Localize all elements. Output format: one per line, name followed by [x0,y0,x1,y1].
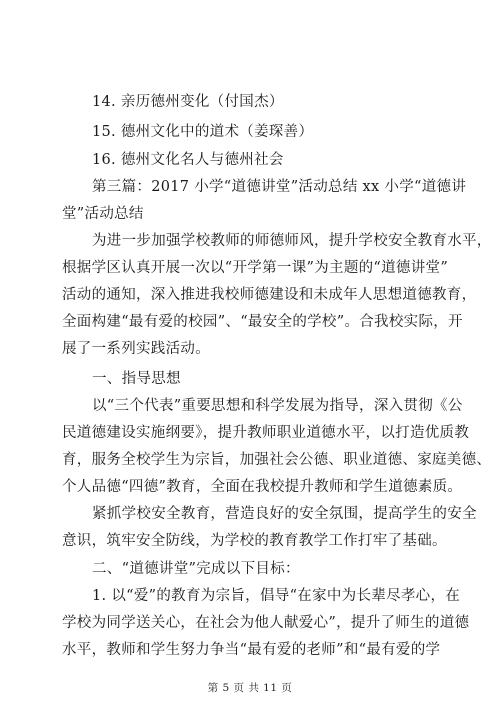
text-line: 个人品德“四德”教育，全面在我校提升教师和学生道德素质。 [62,479,463,495]
text-line: 第三篇：2017 小学“道德讲堂”活动总结 xx 小学“道德讲 [92,179,467,195]
section-heading: 一、指导思想 [92,371,181,387]
text-line: 14. 亲历德州变化（付国杰） [92,94,284,110]
text-line: 为进一步加强学校教师的师德师风，提升学校安全教育水平， [92,233,492,249]
text-line: 紧抓学校安全教育，营造良好的安全氛围，提高学生的安全 [92,506,477,522]
text-line: 16. 德州文化名人与德州社会 [92,152,284,168]
text-line: 民道德建设实施纲要》，提升教师职业道德水平，以打造优质教 [62,425,470,441]
text-line: 学校为同学送关心，在社会为他人献爱心”，提升了师生的道德 [62,615,470,631]
text-line: 堂”活动总结 [62,206,144,222]
text-line: 展了一系列实践活动。 [62,341,210,357]
text-line: 根据学区认真开展一次以“开学第一课”为主题的“道德讲堂” [62,260,449,276]
text-line: 育，服务全校学生为宗旨，加强社会公德、职业道德、家庭美德、 [62,452,492,468]
text-line: 活动的通知，深入推进我校师德建设和未成年人思想道德教育， [62,287,477,303]
page-footer: 第 5 页 共 11 页 [207,682,293,694]
text-line: 1. 以“爱”的教育为宗旨，倡导“在家中为长辈尽孝心，在 [92,588,461,604]
text-line: 意识，筑牢安全防线，为学校的教育教学工作打牢了基础。 [62,533,447,549]
section-heading: 二、“道德讲堂”完成以下目标： [92,561,300,577]
text-line: 15. 德州文化中的道术（姜琛善） [92,124,314,140]
text-line: 水平，教师和学生努力争当“最有爱的老师”和“最有爱的学 [62,642,441,658]
text-line: 全面构建“最有爱的校园”、“最安全的学校”。合我校实际，开 [62,314,463,330]
text-line: 以“三个代表”重要思想和科学发展为指导，深入贯彻《公 [92,398,463,414]
